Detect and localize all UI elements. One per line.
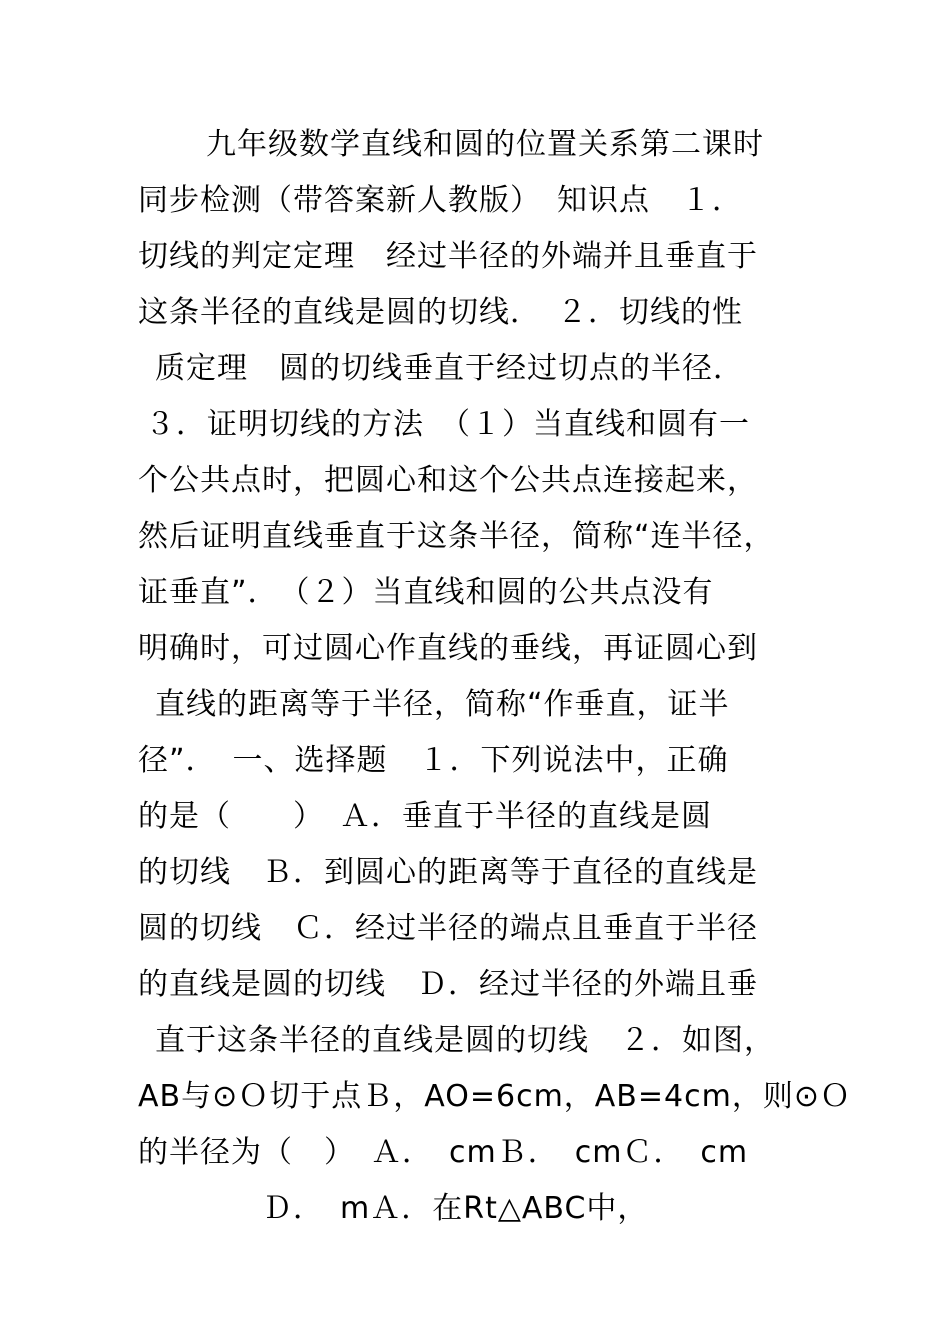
text-line-6: ３．证明切线的方法 （１）当直线和圆有一 (145, 407, 750, 442)
text-line-12: 径”． 一、选择题 １．下列说法中，正确 (138, 743, 729, 778)
text-line-20: Ｄ． mＡ．在Rt△ABC中， (262, 1191, 649, 1226)
text-line-15: 圆的切线 Ｃ．经过半径的端点且垂直于半径 (138, 911, 758, 946)
text-line-19: 的半径为（ ） Ａ． cmＢ． cmＣ． cm (138, 1135, 749, 1170)
text-line-18: AB与⊙Ｏ切于点Ｂ，AO=6cm，AB=4cm，则⊙Ｏ (138, 1079, 851, 1114)
text-line-10: 明确时，可过圆心作直线的垂线，再证圆心到 (138, 631, 758, 666)
text-line-9: 证垂直”． （２）当直线和圆的公共点没有 (138, 575, 714, 610)
text-line-2: 同步检测（带答案新人教版） 知识点 １． (138, 183, 743, 218)
text-line-3: 切线的判定定理 经过半径的外端并且垂直于 (138, 239, 758, 274)
text-line-11: 直线的距离等于半径，简称“作垂直，证半 (155, 687, 730, 722)
text-line-1: 九年级数学直线和圆的位置关系第二课时 (206, 127, 764, 162)
text-line-14: 的切线 Ｂ．到圆心的距离等于直径的直线是 (138, 855, 758, 890)
text-line-8: 然后证明直线垂直于这条半径，简称“连半径， (138, 519, 775, 554)
text-line-13: 的是（ ） Ａ．垂直于半径的直线是圆 (138, 799, 712, 834)
text-line-7: 个公共点时，把圆心和这个公共点连接起来， (138, 463, 758, 498)
text-line-4: 这条半径的直线是圆的切线． ２．切线的性 (138, 295, 743, 330)
text-line-5: 质定理 圆的切线垂直于经过切点的半径． (155, 351, 744, 386)
text-line-16: 的直线是圆的切线 Ｄ．经过半径的外端且垂 (138, 967, 758, 1002)
text-line-17: 直于这条半径的直线是圆的切线 ２．如图， (155, 1023, 775, 1058)
